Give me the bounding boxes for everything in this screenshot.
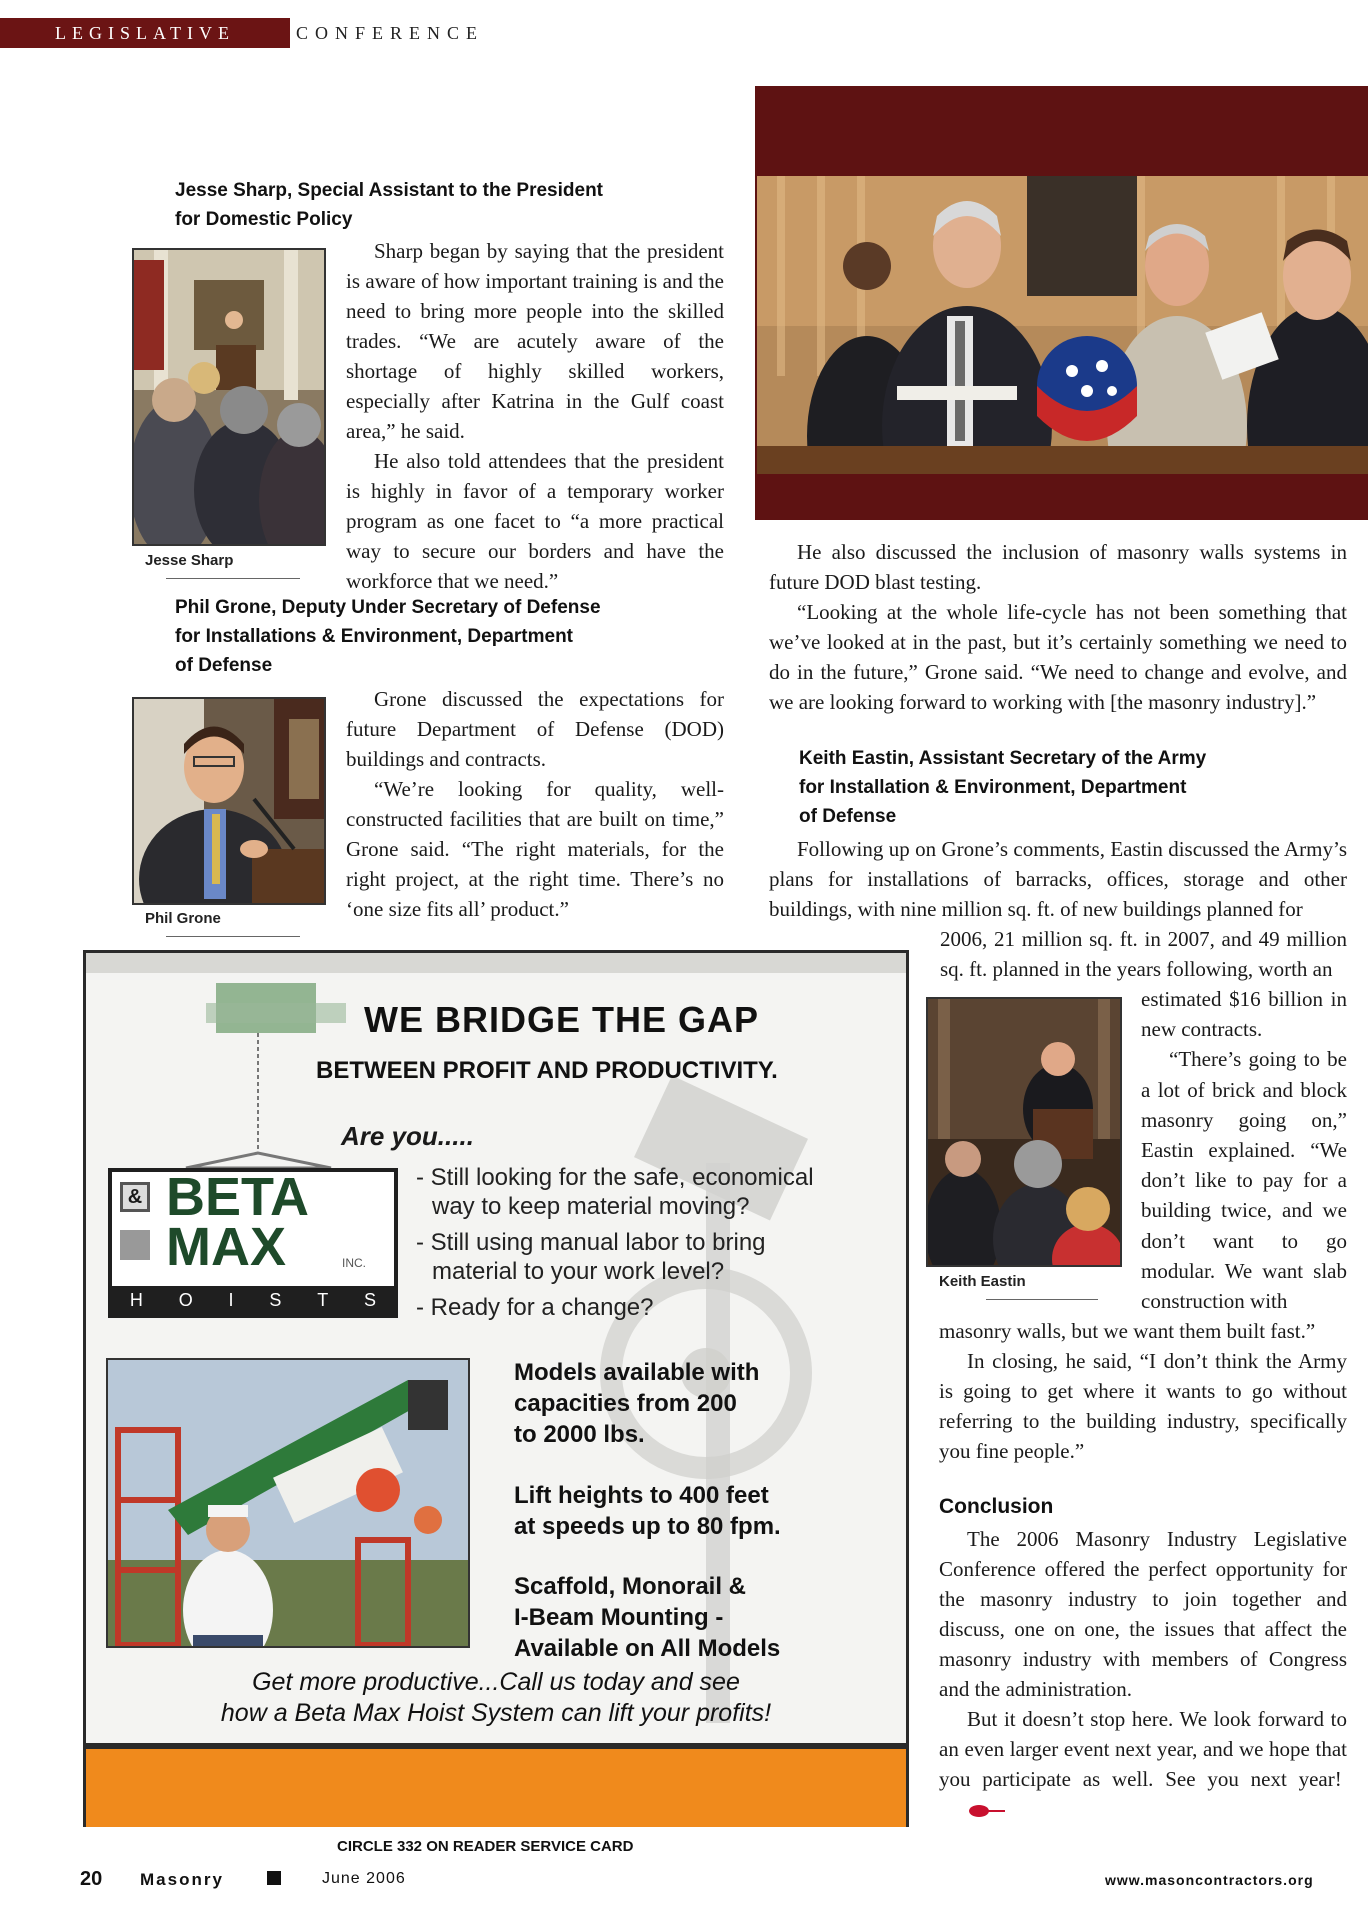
logo-max: MAX bbox=[166, 1217, 286, 1277]
grone-heading: Phil Grone, Deputy Under Secretary of Defense for Installations & Environment, Department of Defense bbox=[175, 597, 601, 676]
ad-bullet: way to keep material moving? bbox=[432, 1193, 750, 1220]
feature-mounting: Scaffold, Monorail & I-Beam Mounting - Available on All Models bbox=[514, 1573, 781, 1662]
sharp-heading: Jesse Sharp, Special Assistant to the President for Domestic Policy bbox=[175, 180, 604, 230]
eastin-body-cont: 2006, 21 million sq. ft. in 2007, and 49 million sq. ft. planned in the years following, worth an bbox=[940, 927, 1347, 981]
jesse-sharp-caption: Jesse Sharp bbox=[145, 552, 234, 569]
ad-bullet: - Ready for a change? bbox=[416, 1294, 654, 1321]
caption-rule bbox=[166, 578, 300, 579]
ad-bullet-list bbox=[416, 1163, 876, 1322]
sharp-body: Sharp began by saying that the president is aware of how important training is and the need to bring more people into the skilled trades. “We are acutely aware of the shortage of highly skilled workers, especially after Katrina in the Gulf coast area,” he said. He also told attendees that the president is highly in favor of a temporary worker program as one facet to “a more practical way to secure our borders and have the workforce that we need.” bbox=[346, 239, 724, 593]
conclusion-body: The 2006 Masonry Industry Legislative Conference offered the perfect opportunity for the masonry industry to join together and discuss, one on one, the issues that affect the masonry industry with members of Congress and the administration. But it doesn’t stop here. We look forward to an even larger event next year, and we hope that you participate as well. See you next year! bbox=[939, 1524, 1347, 1826]
logo-hoists-bar: H O I S T S bbox=[112, 1286, 394, 1314]
running-header bbox=[0, 18, 484, 48]
group-photo-frame bbox=[755, 86, 1368, 520]
jesse-sharp-photo bbox=[132, 248, 326, 546]
end-mark-icon bbox=[939, 1796, 1007, 1826]
reader-service-note: CIRCLE 332 ON READER SERVICE CARD bbox=[337, 1838, 634, 1855]
issue-date: June 2006 bbox=[322, 1870, 406, 1887]
hoist-product-photo bbox=[106, 1358, 470, 1648]
ad-question: Are you..... bbox=[341, 1121, 474, 1151]
grone-body: Grone discussed the expectations for future Department of Defense (DOD) buildings and contracts. “We’re looking for quality, well-constructed facilities that are built on time,” Grone said. “The right materials, for the right project, at the right time. There’s no ‘one size fits all’ product.” bbox=[346, 687, 724, 921]
footer-square-icon bbox=[267, 1871, 281, 1885]
feature-capacity: Models available with capacities from 200 to 2000 lbs. bbox=[514, 1359, 760, 1448]
header-section-title: CONFERENCE bbox=[296, 22, 485, 43]
eastin-heading: Keith Eastin, Assistant Secretary of the Army for Installation & Environment, Department of Defense bbox=[799, 748, 1207, 827]
logo-square-icon bbox=[120, 1230, 150, 1260]
hook-icon: & bbox=[120, 1182, 150, 1212]
page-number: 20 bbox=[80, 1868, 103, 1890]
beta-max-advertisement[interactable] bbox=[83, 950, 909, 1827]
website-url: www.masoncontractors.org bbox=[1105, 1872, 1314, 1888]
eastin-body-intro: Following up on Grone’s comments, Eastin discussed the Army’s plans for installations of barracks, offices, storage and other buildings, with nine million sq. ft. of new buildings planned for bbox=[769, 837, 1347, 921]
ad-bullet: - Still using manual labor to bring bbox=[416, 1229, 766, 1256]
header-section-label: LEGISLATIVE bbox=[0, 18, 290, 48]
grone-continued-body: He also discussed the inclusion of masonry walls systems in future DOD blast testing. “Looking at the whole life-cycle has not been something that we’ve looked at in the past, but it’s certainly something we need to do in the future,” Grone said. “We need to change and evolve, and we are looking forward to working with [the masonry industry].” bbox=[769, 540, 1347, 714]
group-photo bbox=[757, 176, 1368, 474]
feature-lift-height: Lift heights to 400 feet at speeds up to 80 fpm. bbox=[514, 1482, 781, 1540]
conclusion-heading: Conclusion bbox=[939, 1495, 1054, 1518]
eastin-body-end: masonry walls, but we want them built fast.” In closing, he said, “I don’t think the Army is going to get where it wants to go without referring to the building industry, specifically you fine people.” bbox=[939, 1319, 1347, 1463]
phil-grone-photo bbox=[132, 697, 326, 905]
keith-eastin-photo bbox=[926, 997, 1122, 1267]
logo-inc: INC. bbox=[342, 1256, 366, 1270]
ad-bullet: - Still looking for the safe, economical bbox=[416, 1164, 814, 1191]
beta-max-logo bbox=[108, 1168, 398, 1318]
phil-grone-caption: Phil Grone bbox=[145, 910, 221, 927]
ad-headline: WE BRIDGE THE GAP bbox=[364, 999, 760, 1040]
magazine-name: Masonry bbox=[140, 1870, 224, 1889]
caption-rule bbox=[986, 1299, 1098, 1300]
caption-rule bbox=[166, 936, 300, 937]
ad-subheadline: BETWEEN PROFIT AND PRODUCTIVITY. bbox=[316, 1057, 778, 1084]
logo-beta: BETA bbox=[166, 1167, 309, 1227]
ad-contact-band bbox=[86, 1749, 906, 1827]
ad-bullet: material to your work level? bbox=[432, 1258, 725, 1285]
eastin-body-wrap: estimated $16 billion in new contracts. “There’s going to be a lot of brick and block masonry going on,” Eastin explained. “We don’t like to pay for a building twice, and we don’t want to go modular. We want slab construction with bbox=[1141, 987, 1347, 1314]
ad-call-to-action: Get more productive...Call us today and see how a Beta Max Hoist System can lift your profits! bbox=[220, 1668, 772, 1727]
keith-eastin-caption: Keith Eastin bbox=[939, 1273, 1026, 1290]
